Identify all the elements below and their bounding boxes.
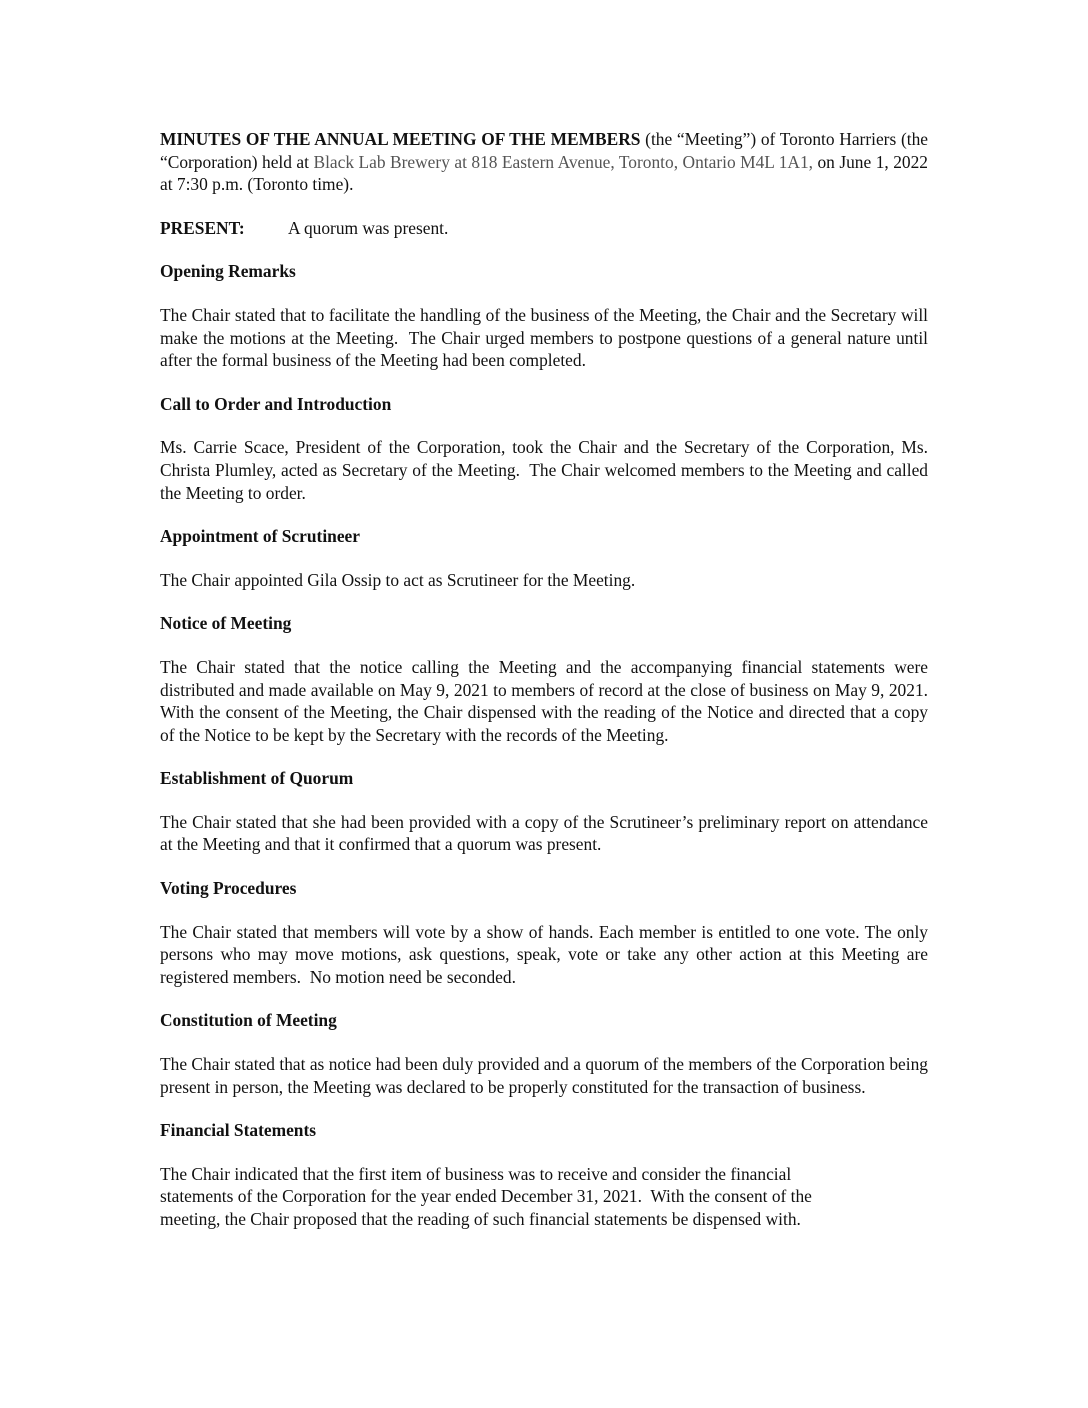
section-body-notice: The Chair stated that the notice calling the Meeting and the accompanying financial statements were distributed and made available on May 9, 2021 to members of record at the close of business on May 9, 2021. With the consent of the Meeting, the Chair dispensed with the reading of the Notice and directed that a copy of the Notice to be kept by the Secretary with the records of the Meeting.: [160, 656, 928, 745]
section-body-scrutineer: The Chair appointed Gila Ossip to act as Scrutineer for the Meeting.: [160, 569, 636, 590]
intro-text-part2: on June 1, 2022 at 7:30 p.m. (Toronto time).: [160, 151, 928, 195]
section-heading-voting: Voting Procedures: [160, 878, 297, 899]
present-line: [160, 217, 928, 240]
section-heading-scrutineer: Appointment of Scrutineer: [160, 526, 360, 547]
section-body-call-to-order: Ms. Carrie Scace, President of the Corporation, took the Chair and the Secretary of the Corporation, Ms. Christa Plumley, acted as Secretary of the Meeting. The Chair welcomed members to the Meeting and called the Meeting to order.: [160, 437, 928, 503]
section-heading-financial-statements: Financial Statements: [160, 1120, 317, 1141]
intro-paragraph: [160, 128, 928, 196]
financial-line: The Chair indicated that the first item of business was to receive and consider the financial: [160, 1163, 792, 1184]
section-body-opening-remarks: The Chair stated that to facilitate the handling of the business of the Meeting, the Chair and the Secretary will make the motions at the Meeting. The Chair urged members to postpone questions of a general nature until after the formal business of the Meeting had been completed.: [160, 304, 928, 371]
meeting-address: Black Lab Brewery at 818 Eastern Avenue, Toronto, Ontario M4L 1A1,: [313, 151, 814, 172]
section-heading-constitution: Constitution of Meeting: [160, 1010, 337, 1031]
section-heading-quorum: Establishment of Quorum: [160, 768, 354, 789]
minutes-document: [160, 128, 928, 1252]
section-heading-notice: Notice of Meeting: [160, 613, 292, 634]
financial-line: statements of the Corporation for the year ended December 31, 2021. With the consent of the: [160, 1186, 812, 1207]
section-heading-call-to-order: Call to Order and Introduction: [160, 393, 392, 414]
document-title: MINUTES OF THE ANNUAL MEETING OF THE MEMBERS: [160, 129, 641, 149]
financial-line: meeting, the Chair proposed that the reading of such financial statements be dispensed with.: [160, 1209, 801, 1229]
section-body-constitution: The Chair stated that as notice had been duly provided and a quorum of the members of the Corporation being present in person, the Meeting was declared to be properly constituted for the transaction of business.: [160, 1054, 928, 1097]
present-text: A quorum was present.: [288, 217, 449, 238]
present-label: PRESENT:: [160, 217, 245, 238]
section-body-voting: The Chair stated that members will vote by a show of hands. Each member is entitled to one vote. The only persons who may move motions, ask questions, speak, vote or take any other action at this Meeting are registered members. No motion need be seconded.: [160, 921, 928, 987]
section-heading-opening-remarks: Opening Remarks: [160, 261, 296, 282]
intro-text-part1: (the “Meeting”) of Toronto Harriers (the “Corporation) held at: [160, 129, 928, 172]
section-body-quorum: The Chair stated that she had been provided with a copy of the Scrutineer’s preliminary report on attendance at the Meeting and that it confirmed that a quorum was present.: [160, 811, 928, 855]
section-body-financial-statements: [160, 1163, 928, 1231]
